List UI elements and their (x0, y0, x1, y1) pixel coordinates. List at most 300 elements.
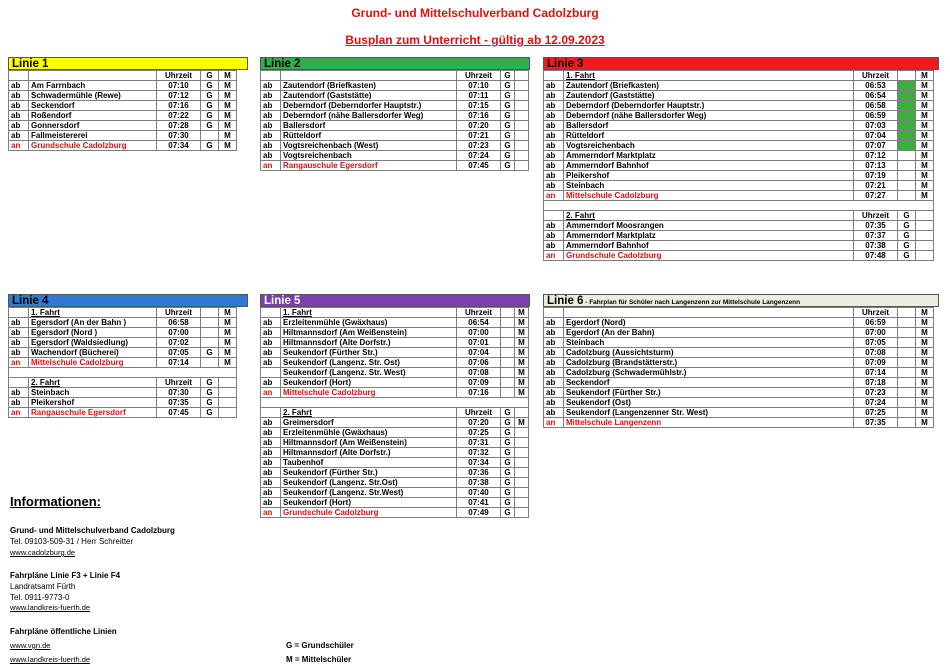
stop-name: Seckendorf (564, 378, 854, 388)
grundschule-flag (501, 388, 515, 398)
table-row (9, 358, 237, 368)
linie5-column-header (261, 408, 529, 418)
time: 06:54 (854, 91, 898, 101)
vgn-link[interactable]: www.vgn.de (10, 641, 51, 650)
mittelschule-flag: M (515, 338, 529, 348)
direction: ab (544, 378, 564, 388)
time: 06:59 (854, 318, 898, 328)
time: 07:00 (157, 328, 201, 338)
stop-name: Zautendorf (Gaststätte) (281, 91, 457, 101)
table-row (261, 478, 529, 488)
linie4-spacer (9, 368, 237, 378)
spacer-cell (544, 201, 934, 211)
time: 06:54 (457, 318, 501, 328)
stop-name: Zautendorf (Briefkasten) (281, 81, 457, 91)
grundschule-flag: G (201, 408, 219, 418)
time: 07:31 (457, 438, 501, 448)
time: 07:08 (854, 348, 898, 358)
grundschule-flag (201, 328, 219, 338)
stop-name: Rütteldorf (281, 131, 457, 141)
stop-name: Deberndorf (nähe Ballersdorfer Weg) (281, 111, 457, 121)
time: 07:30 (157, 131, 201, 141)
linie1-block (8, 57, 248, 151)
time: 07:49 (457, 508, 501, 518)
column-header: G (201, 71, 219, 81)
mittelschule-flag: M (219, 338, 237, 348)
column-header: Uhrzeit (854, 308, 898, 318)
column-header (898, 308, 916, 318)
direction (261, 368, 281, 378)
direction: ab (261, 448, 281, 458)
column-header: Uhrzeit (854, 211, 898, 221)
mittelschule-flag: M (916, 398, 934, 408)
direction: ab (261, 498, 281, 508)
grundschule-flag: G (201, 398, 219, 408)
stop-name: Hiltmannsdorf (Am Weißenstein) (281, 328, 457, 338)
header-empty (9, 71, 29, 81)
column-header: Uhrzeit (157, 378, 201, 388)
table-row (544, 161, 934, 171)
time: 07:27 (854, 191, 898, 201)
table-row (544, 181, 934, 191)
time: 07:45 (457, 161, 501, 171)
landkreis-link[interactable]: www.landkreis-fuerth.de (10, 655, 91, 664)
mittelschule-flag (515, 468, 529, 478)
legend-m: M = Mittelschüler (286, 655, 352, 664)
direction: ab (261, 438, 281, 448)
linie5-title: Linie 5 (264, 295, 301, 307)
grundschule-flag: G (501, 91, 515, 101)
stop-name: Am Farrnbach (29, 81, 157, 91)
table-row (9, 91, 237, 101)
mittelschule-flag: M (219, 141, 237, 151)
grundschule-flag: G (201, 91, 219, 101)
table-row (261, 121, 529, 131)
public-title: Fahrpläne öffentliche Linien (10, 627, 117, 636)
linie2-header (260, 57, 530, 70)
time: 07:41 (457, 498, 501, 508)
table-row (9, 398, 237, 408)
stop-name: Pleikershof (564, 171, 854, 181)
grundschule-flag: G (201, 141, 219, 151)
grundschule-flag: G (501, 508, 515, 518)
mittelschule-flag: M (219, 131, 237, 141)
table-row (9, 328, 237, 338)
grundschule-flag (898, 191, 916, 201)
grundschule-flag (501, 378, 515, 388)
table-row (544, 91, 934, 101)
column-header: Uhrzeit (854, 71, 898, 81)
grundschule-flag: G (501, 111, 515, 121)
org-link[interactable]: www.cadolzburg.de (10, 548, 76, 557)
table-row (261, 348, 529, 358)
time: 07:00 (457, 328, 501, 338)
time: 07:01 (457, 338, 501, 348)
direction: ab (261, 468, 281, 478)
direction: ab (544, 141, 564, 151)
stop-name: Hiltmannsdorf (Alte Dorfstr.) (281, 448, 457, 458)
time: 07:23 (854, 388, 898, 398)
direction: ab (261, 81, 281, 91)
table-row (544, 191, 934, 201)
mittelschule-flag: M (219, 318, 237, 328)
direction: ab (261, 418, 281, 428)
time: 07:20 (457, 418, 501, 428)
direction: ab (9, 398, 29, 408)
stop-name: Mittelschule Cadolzburg (564, 191, 854, 201)
time: 07:38 (854, 241, 898, 251)
time: 07:24 (457, 151, 501, 161)
direction: ab (261, 318, 281, 328)
mittelschule-flag: M (916, 378, 934, 388)
table-row (544, 408, 934, 418)
linie6-block (543, 294, 939, 428)
column-header: Uhrzeit (157, 308, 201, 318)
stop-name: Seukendorf (Langenzenner Str. West) (564, 408, 854, 418)
stop-name: Steinbach (29, 388, 157, 398)
direction: ab (261, 348, 281, 358)
stop-name: Cadolzburg (Schwadermühlstr.) (564, 368, 854, 378)
header-empty (9, 308, 29, 318)
time: 07:48 (854, 251, 898, 261)
direction: ab (544, 121, 564, 131)
time: 07:07 (854, 141, 898, 151)
mittelschule-flag (515, 448, 529, 458)
direction: an (9, 358, 29, 368)
time: 07:24 (854, 398, 898, 408)
mittelschule-flag: M (916, 91, 934, 101)
time: 07:02 (157, 338, 201, 348)
spacer-cell (261, 398, 529, 408)
time: 07:19 (854, 171, 898, 181)
stop-name: Seckendorf (29, 101, 157, 111)
time: 07:09 (854, 358, 898, 368)
stop-name: Ammerndorf Moosrangen (564, 221, 854, 231)
direction: ab (9, 348, 29, 358)
mittelschule-flag (515, 508, 529, 518)
f3-phone: Tel. 0911-9773-0 (10, 593, 70, 602)
highlight-cell (898, 91, 916, 101)
time: 07:04 (854, 131, 898, 141)
time: 07:25 (854, 408, 898, 418)
section-label: 1. Fahrt (281, 308, 457, 318)
time: 07:16 (457, 388, 501, 398)
table-row (9, 338, 237, 348)
direction: ab (544, 231, 564, 241)
table-row (261, 448, 529, 458)
mittelschule-flag: M (219, 101, 237, 111)
stop-name: Cadolzburg (Brandstätterstr.) (564, 358, 854, 368)
linie6-table (543, 307, 934, 428)
stop-name: Rütteldorf (564, 131, 854, 141)
stop-name: Vogtsreichenbach (281, 151, 457, 161)
time: 06:58 (854, 101, 898, 111)
column-header: M (916, 308, 934, 318)
mittelschule-flag: M (916, 368, 934, 378)
highlight-cell (898, 101, 916, 111)
grundschule-flag (898, 368, 916, 378)
mittelschule-flag: M (515, 418, 529, 428)
direction: ab (9, 101, 29, 111)
stop-name: Schwadermühle (Rewe) (29, 91, 157, 101)
linie4-column-header (9, 378, 237, 388)
grundschule-flag (898, 398, 916, 408)
mittelschule-flag: M (515, 328, 529, 338)
direction: an (261, 388, 281, 398)
header-empty (544, 211, 564, 221)
table-row (544, 388, 934, 398)
table-row (9, 408, 237, 418)
direction: ab (261, 151, 281, 161)
stop-name: Rangauschule Egersdorf (281, 161, 457, 171)
direction: ab (544, 368, 564, 378)
direction: an (261, 508, 281, 518)
direction: an (544, 251, 564, 261)
stop-name: Seukendorf (Hort) (281, 498, 457, 508)
table-row (9, 318, 237, 328)
grundschule-flag: G (898, 241, 916, 251)
linie3-table (543, 70, 934, 261)
direction: ab (261, 121, 281, 131)
mittelschule-flag: M (515, 318, 529, 328)
stop-name: Greimersdorf (281, 418, 457, 428)
mittelschule-flag: M (916, 338, 934, 348)
stop-name: Ammerndorf Marktplatz (564, 151, 854, 161)
grundschule-flag: G (898, 251, 916, 261)
org-phone: Tel. 09103-509-31 / Herr Schreitter (10, 537, 134, 546)
table-row (9, 388, 237, 398)
stop-name: Roßendorf (29, 111, 157, 121)
grundschule-flag (898, 161, 916, 171)
grundschule-flag: G (501, 418, 515, 428)
mittelschule-flag: M (916, 328, 934, 338)
grundschule-flag: G (501, 488, 515, 498)
stop-name: Deberndorf (nähe Ballersdorfer Weg) (564, 111, 854, 121)
mittelschule-flag: M (219, 328, 237, 338)
time: 07:05 (157, 348, 201, 358)
direction: ab (544, 111, 564, 121)
column-header: G (501, 408, 515, 418)
column-header (515, 408, 529, 418)
table-row (9, 131, 237, 141)
linie3-header (543, 57, 939, 70)
header-empty (261, 71, 281, 81)
mittelschule-flag: M (515, 388, 529, 398)
grundschule-flag: G (501, 448, 515, 458)
table-row (261, 151, 529, 161)
time: 07:04 (457, 348, 501, 358)
linie3-spacer (544, 201, 934, 211)
grundschule-flag (501, 358, 515, 368)
time: 07:06 (457, 358, 501, 368)
mittelschule-flag (515, 438, 529, 448)
table-row (544, 368, 934, 378)
stop-name: Seukendorf (Langenz. Str. Ost) (281, 358, 457, 368)
highlight-cell (898, 81, 916, 91)
mittelschule-flag (515, 478, 529, 488)
mittelschule-flag: M (219, 358, 237, 368)
direction: an (261, 161, 281, 171)
mittelschule-flag: M (219, 91, 237, 101)
direction: ab (261, 131, 281, 141)
grundschule-flag (201, 338, 219, 348)
table-row (261, 488, 529, 498)
mittelschule-flag (916, 251, 934, 261)
linie5-table (260, 307, 529, 518)
grundschule-flag: G (501, 141, 515, 151)
grundschule-flag: G (898, 231, 916, 241)
table-row (261, 338, 529, 348)
table-row (261, 161, 529, 171)
column-header: G (201, 378, 219, 388)
grundschule-flag (501, 348, 515, 358)
time: 07:05 (854, 338, 898, 348)
table-row (261, 81, 529, 91)
stop-name: Mittelschule Cadolzburg (29, 358, 157, 368)
grundschule-flag (201, 131, 219, 141)
column-header: G (898, 211, 916, 221)
direction: ab (9, 318, 29, 328)
grundschule-flag (898, 151, 916, 161)
linie6-subtitle: - Fahrplan für Schüler nach Langenzenn zur Mittelschule Langenzenn (583, 299, 801, 306)
grundschule-flag (201, 318, 219, 328)
table-row (544, 338, 934, 348)
linie4-table (8, 307, 237, 418)
column-header: M (219, 71, 237, 81)
grundschule-flag (898, 348, 916, 358)
grundschule-flag: G (201, 348, 219, 358)
table-row (9, 348, 237, 358)
linie2-table (260, 70, 529, 171)
grundschule-flag: G (501, 121, 515, 131)
direction: ab (261, 378, 281, 388)
time: 07:32 (457, 448, 501, 458)
section-label: 2. Fahrt (281, 408, 457, 418)
time: 07:12 (854, 151, 898, 161)
time: 07:34 (157, 141, 201, 151)
grundschule-flag (501, 368, 515, 378)
grundschule-flag: G (201, 101, 219, 111)
table-row (9, 121, 237, 131)
stop-name: Ammerndorf Marktplatz (564, 231, 854, 241)
table-row (261, 91, 529, 101)
stop-name: Zautendorf (Briefkasten) (564, 81, 854, 91)
mittelschule-flag (515, 81, 529, 91)
mittelschule-flag: M (916, 418, 934, 428)
section-label: 2. Fahrt (564, 211, 854, 221)
mittelschule-flag: M (219, 111, 237, 121)
grundschule-flag (898, 171, 916, 181)
column-header (898, 71, 916, 81)
direction: ab (261, 111, 281, 121)
table-row (261, 378, 529, 388)
table-row (9, 101, 237, 111)
stop-name: Egersdorf (Waldsiedlung) (29, 338, 157, 348)
table-row (544, 81, 934, 91)
linie3-column-header (544, 211, 934, 221)
mittelschule-flag: M (916, 101, 934, 111)
f3-link[interactable]: www.landkreis-fuerth.de (10, 603, 91, 612)
linie3-title: Linie 3 (547, 58, 584, 70)
linie2-title: Linie 2 (264, 58, 301, 70)
table-row (544, 101, 934, 111)
time: 07:14 (157, 358, 201, 368)
section-label (29, 71, 157, 81)
grundschule-flag: G (501, 161, 515, 171)
direction: ab (261, 478, 281, 488)
column-header: G (501, 71, 515, 81)
stop-name: Vogtsreichenbach (564, 141, 854, 151)
linie6-column-header (544, 308, 934, 318)
time: 07:16 (457, 111, 501, 121)
time: 07:10 (457, 81, 501, 91)
stop-name: Erzleitenmühle (Gwäxhaus) (281, 428, 457, 438)
direction: ab (544, 151, 564, 161)
stop-name: Grundschule Cadolzburg (29, 141, 157, 151)
grundschule-flag (501, 318, 515, 328)
stop-name: Seukendorf (Langenz. Str. West) (281, 368, 457, 378)
direction: ab (9, 338, 29, 348)
time: 07:14 (854, 368, 898, 378)
table-row (261, 141, 529, 151)
direction: ab (261, 428, 281, 438)
legend-g: G = Grundschüler (286, 641, 354, 650)
table-row (261, 328, 529, 338)
time: 07:12 (157, 91, 201, 101)
stop-name: Egersdorf (Nord ) (29, 328, 157, 338)
stop-name: Gonnersdorf (29, 121, 157, 131)
direction: ab (544, 131, 564, 141)
grundschule-flag: G (201, 111, 219, 121)
direction: ab (544, 328, 564, 338)
table-row (544, 141, 934, 151)
mittelschule-flag: M (916, 81, 934, 91)
time: 07:13 (854, 161, 898, 171)
grundschule-flag: G (201, 121, 219, 131)
time: 07:35 (854, 221, 898, 231)
mittelschule-flag: M (219, 121, 237, 131)
table-row (261, 508, 529, 518)
linie1-header (8, 57, 248, 70)
mittelschule-flag: M (916, 161, 934, 171)
linie6-title: Linie 6 (547, 295, 584, 307)
mittelschule-flag: M (916, 358, 934, 368)
highlight-cell (898, 131, 916, 141)
stop-name: Mittelschule Cadolzburg (281, 388, 457, 398)
stop-name: Fallmeistererei (29, 131, 157, 141)
stop-name: Zautendorf (Gaststätte) (564, 91, 854, 101)
column-header (515, 71, 529, 81)
time: 07:03 (854, 121, 898, 131)
time: 07:18 (854, 378, 898, 388)
direction: ab (9, 388, 29, 398)
mittelschule-flag: M (916, 181, 934, 191)
column-header: Uhrzeit (457, 408, 501, 418)
table-row (261, 101, 529, 111)
mittelschule-flag (916, 221, 934, 231)
mittelschule-flag (515, 161, 529, 171)
mittelschule-flag: M (916, 408, 934, 418)
stop-name: Seukendorf (Fürther Str.) (281, 348, 457, 358)
grundschule-flag: G (501, 101, 515, 111)
direction: ab (544, 318, 564, 328)
mittelschule-flag (515, 111, 529, 121)
stop-name: Egerdorf (Nord) (564, 318, 854, 328)
grundschule-flag (898, 338, 916, 348)
column-header: Uhrzeit (457, 71, 501, 81)
grundschule-flag (501, 328, 515, 338)
grundschule-flag: G (501, 81, 515, 91)
